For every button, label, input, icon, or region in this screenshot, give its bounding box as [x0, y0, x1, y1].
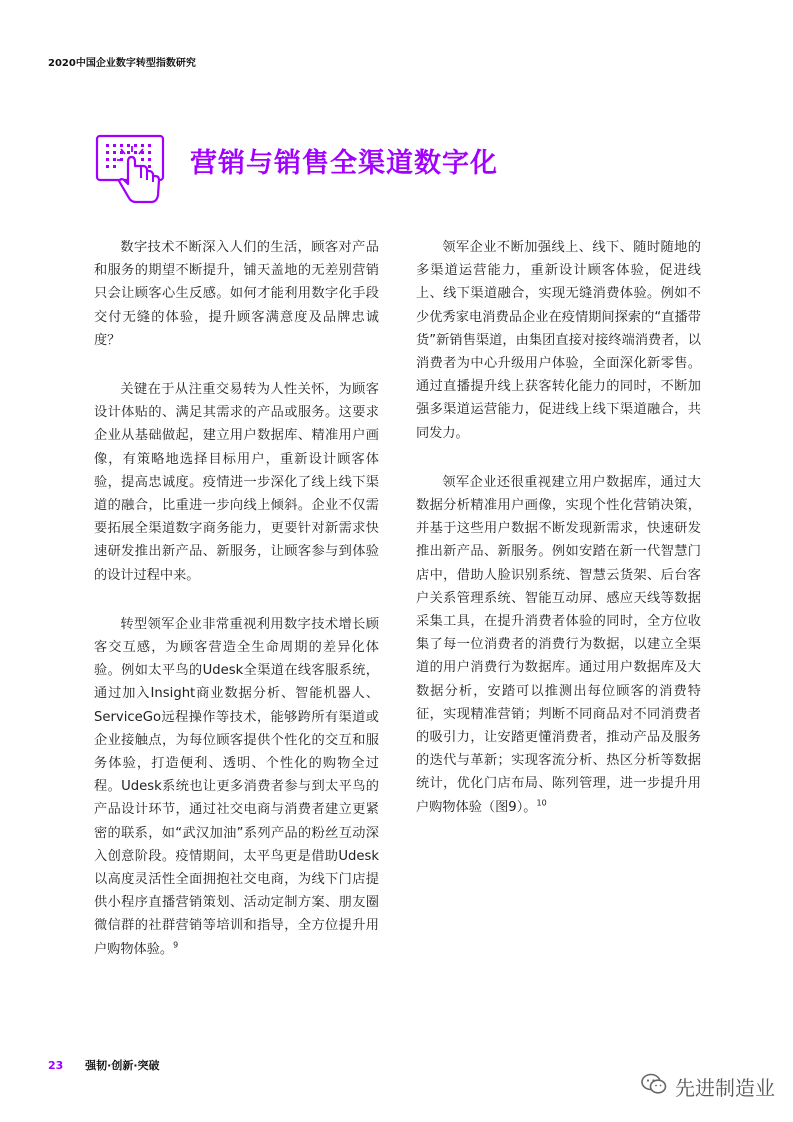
watermark-text: 先进制造业: [675, 1076, 775, 1100]
page-number: 23: [48, 1059, 64, 1072]
footer-tagline: 强韧·创新·突破: [85, 1059, 160, 1072]
wechat-icon: [641, 1073, 667, 1100]
watermark: [641, 1072, 775, 1101]
page-footer: [48, 1057, 160, 1073]
footnote-ref[interactable]: 10: [536, 798, 547, 808]
running-head: 2020中国企业数字转型指数研究: [48, 58, 196, 69]
paragraph-text: 关键在于从注重交易转为人性关怀，为顾客设计体贴的、满足其需求的产品或服务。这要求企业从基础做起，建立用户数据库、精准用户画像，有策略地选择目标用户，重新设计顾客体验，提高忠诚度。疫情进一步深化了线上线下渠道的融合，比重进一步向线上倾斜。企业不仅需要拓展全渠道数字商务能力，更要针对新需求快速研发推出新产品、新服务，让顾客参与到体验的设计过程中来。: [94, 382, 379, 583]
paragraph: [94, 236, 379, 352]
paragraph: [94, 378, 379, 587]
paragraph-text: 领军企业还很重视建立用户数据库，通过大数据分析精准用户画像，实现个性化营销决策，并基于这些用户数据不断发现新需求，快速研发推出新产品、新服务。例如安踏在新一代智慧门店中，借助人脸识别系统、智慧云货架、后台客户关系管理系统、智能互动屏、感应天线等数据采集工具，在提升消费者体验的同时，全方位收集了每一位消费者的消费行为数据，以建立全渠道的用户消费行为数据库。通过用户数据库及大数据分析，安踏可以推测出每位顾客的消费特征，实现精准营销；判断不同商品对不同消费者的吸引力，让安踏更懂消费者，推动产品及服务的迭代与革新；实现客流分析、热区分析等数据统计，优化门店布局、陈列管理，进一步提升用户购物体验（图9）。: [416, 474, 701, 815]
paragraph: [416, 471, 701, 819]
paragraph: [94, 613, 379, 961]
paragraph-text: 转型领军企业非常重视利用数字技术增长顾客交互感，为顾客营造全生命周期的差异化体验。例如太平鸟的Udesk全渠道在线客服系统，通过加入Insight商业数据分析、智能机器人、ServiceGo远程操作等技术，能够跨所有渠道或企业接触点，为每位顾客提供个性化的交互和服务体验，打造便利、透明、个性化的购物全过程。Udesk系统也让更多消费者参与到太平鸟的产品设计环节，通过社交电商与消费者建立更紧密的联系，如“武汉加油”系列产品的粉丝互动深入创意阶段。疫情期间，太平鸟更是借助Udesk以高度灵活性全面拥抱社交电商，为线下门店提供小程序直播营销策划、活动定制方案、朋友圈微信群的社群营销等培训和指导，全方位提升用户购物体验。: [94, 616, 379, 957]
touch-screen-hand-icon: [95, 132, 171, 208]
right-column: [416, 236, 701, 845]
footnote-ref[interactable]: 9: [173, 940, 179, 950]
paragraph-text: 数字技术不断深入人们的生活，顾客对产品和服务的期望不断提升，铺天盖地的无差别营销只会让顾客心生反感。如何才能利用数字化手段交付无缝的体验，提升顾客满意度及品牌忠诚度？: [94, 240, 379, 348]
section-title: 营销与销售全渠道数字化: [190, 148, 498, 179]
paragraph-text: 领军企业不断加强线上、线下、随时随地的多渠道运营能力，重新设计顾客体验，促进线上、线下渠道融合，实现无缝消费体验。例如不少优秀家电消费品企业在疫情期间探索的“直播带货”新销售渠道，由集团直接对接终端消费者，以消费者为中心升级用户体验，全面深化新零售。通过直播提升线上获客转化能力的同时，不断加强多渠道运营能力，促进线上线下渠道融合，共同发力。: [416, 240, 701, 441]
paragraph: [416, 236, 701, 445]
left-column: [94, 236, 379, 987]
